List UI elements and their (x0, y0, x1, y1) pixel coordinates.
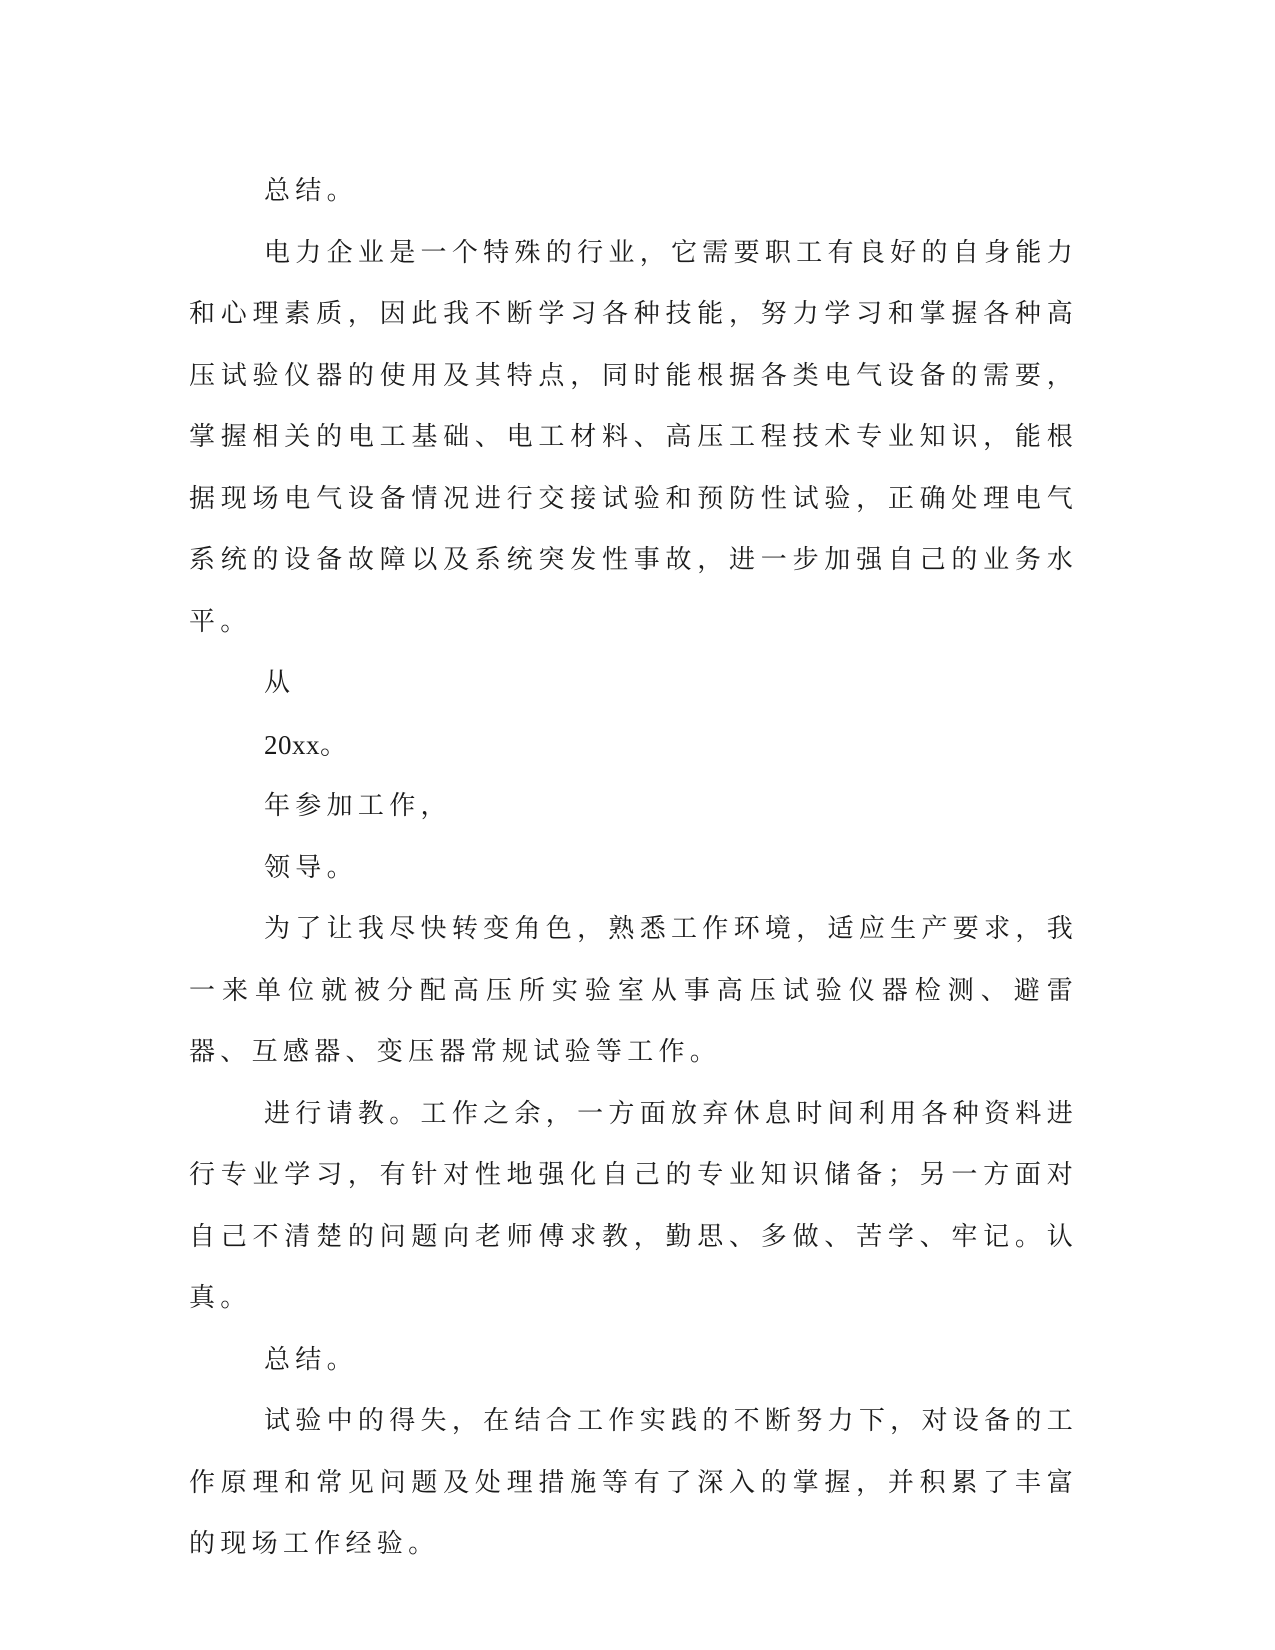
paragraph-joined-work: 年参加工作， (264, 791, 452, 821)
paragraph-consult: 进行请教。工作之余，一方面放弃休息时间利用各种资料进行专业学习，有针对性地强化自己的专业知识储备；另一方面对自己不清楚的问题向老师傅求教，勤思、多做、苦学、牢记。认真。 (189, 1098, 1078, 1313)
document-body (189, 161, 1078, 1576)
paragraph-leadership: 领导。 (264, 852, 358, 883)
paragraph-role-change: 为了让我尽快转变角色，熟悉工作环境，适应生产要求，我一来单位就被分配高压所实验室从事高压试验仪器检测、避雷器、互感器、变压器常规试验等工作。 (189, 914, 1078, 1067)
paragraph-power-industry: 电力企业是一个特殊的行业，它需要职工有良好的自身能力和心理素质，因此我不断学习各种技能，努力学习和掌握各种高压试验仪器的使用及其特点，同时能根据各类电气设备的需要，掌握相关的电工基础、电工材料、高压工程技术专业知识，能根据现场电气设备情况进行交接试验和预防性试验，正确处理电气系统的设备故障以及系统突发性事故，进一步加强自己的业务水平。 (189, 237, 1078, 637)
paragraph-experience: 试验中的得失，在结合工作实践的不断努力下，对设备的工作原理和常见问题及处理措施等有了深入的掌握，并积累了丰富的现场工作经验。 (189, 1406, 1078, 1559)
paragraph-from: 从 (264, 668, 296, 698)
paragraph-summary-2: 总结。 (264, 1344, 358, 1375)
paragraph-summary-1: 总结。 (264, 176, 358, 206)
paragraph-year: 20xx。 (264, 729, 348, 760)
